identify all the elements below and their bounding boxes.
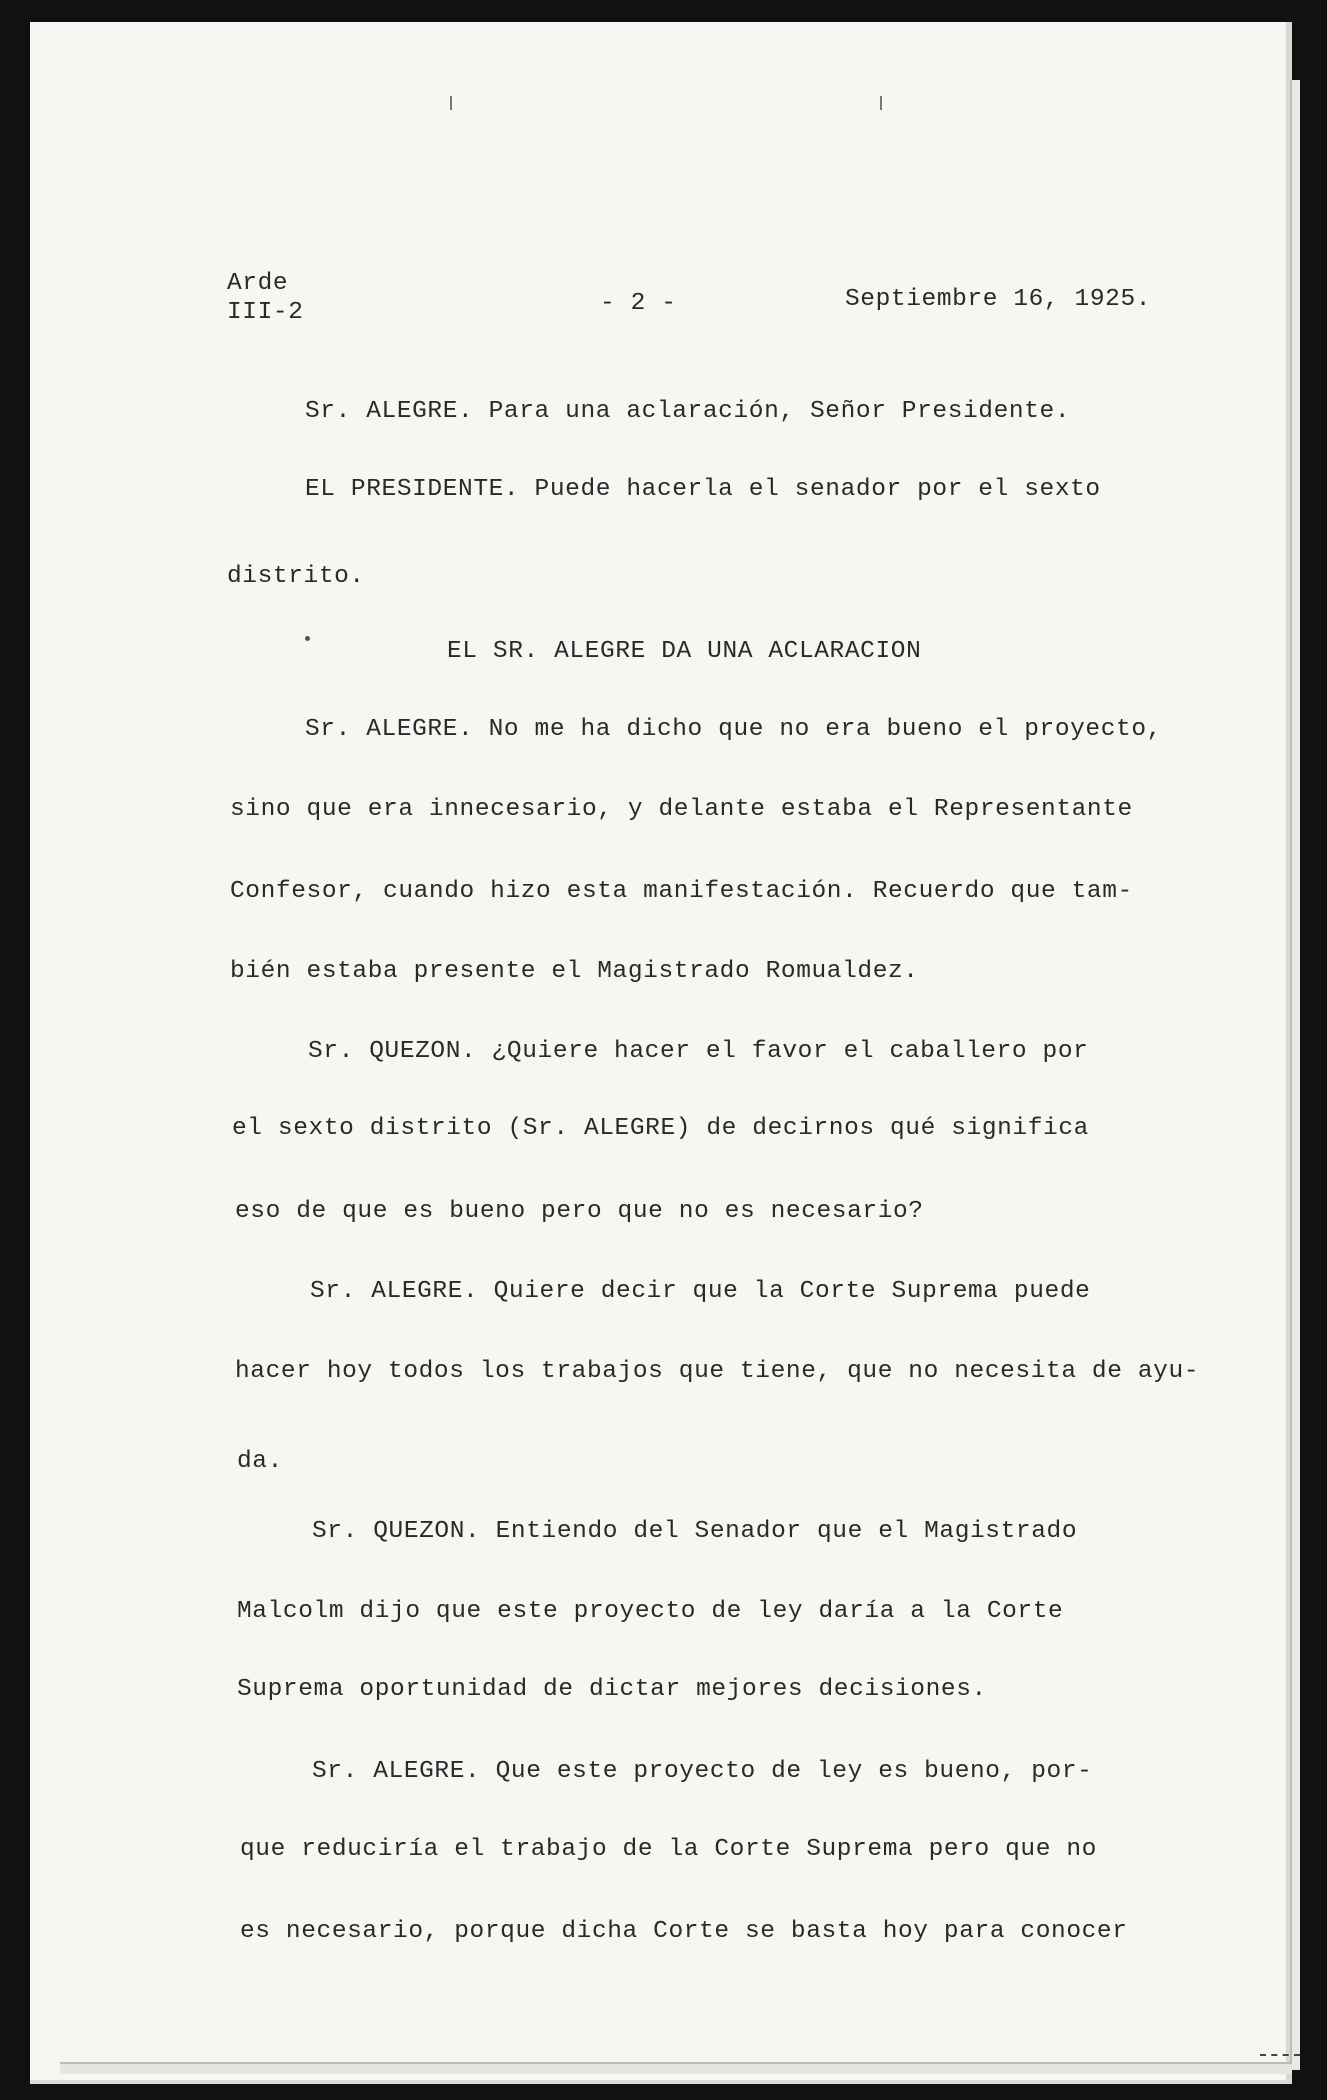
text-line: EL PRESIDENTE. Puede hacerla el senador por el sexto — [305, 476, 1101, 503]
text-line: bién estaba presente el Magistrado Romualdez. — [230, 958, 919, 985]
text-line: Suprema oportunidad de dictar mejores decisiones. — [237, 1676, 987, 1703]
text-line: eso de que es bueno pero que no es necesario? — [235, 1198, 924, 1225]
document-date: Septiembre 16, 1925. — [845, 286, 1152, 313]
document-code: Arde — [227, 270, 289, 297]
page-edge-right — [1290, 80, 1300, 2070]
page-number: - 2 - — [600, 290, 677, 317]
text-line: da. — [237, 1448, 283, 1475]
text-line: Sr. ALEGRE. No me ha dicho que no era bueno el proyecto, — [305, 716, 1162, 743]
text-line: Sr. QUEZON. Entiendo del Senador que el Magistrado — [312, 1518, 1078, 1545]
document-code: III-2 — [227, 299, 304, 326]
text-line: distrito. — [227, 563, 365, 590]
text-line: que reduciría el trabajo de la Corte Suprema pero que no — [240, 1836, 1097, 1863]
text-line: Malcolm dijo que este proyecto de ley daría a la Corte — [237, 1598, 1064, 1625]
text-line: Confesor, cuando hizo esta manifestación. Recuerdo que tam- — [230, 878, 1133, 905]
page-edge-bottom — [60, 2062, 1292, 2074]
text-line: Sr. ALEGRE. Para una aclaración, Señor Presidente. — [305, 398, 1071, 425]
scan-dot — [305, 636, 310, 641]
text-line: Sr. ALEGRE. Que este proyecto de ley es bueno, por- — [312, 1758, 1093, 1785]
text-line: Sr. QUEZON. ¿Quiere hacer el favor el caballero por — [308, 1038, 1089, 1065]
text-line: sino que era innecesario, y delante estaba el Representante — [230, 796, 1133, 823]
text-line: es necesario, porque dicha Corte se basta hoy para conocer — [240, 1918, 1128, 1945]
text-line: el sexto distrito (Sr. ALEGRE) de decirnos qué significa — [232, 1115, 1089, 1142]
text-line: hacer hoy todos los trabajos que tiene, que no necesita de ayu- — [235, 1358, 1200, 1385]
torn-corner — [1260, 2040, 1300, 2056]
text-line: Sr. ALEGRE. Quiere decir que la Corte Suprema puede — [310, 1278, 1091, 1305]
scan-mark — [880, 96, 882, 110]
scan-mark — [450, 96, 452, 110]
section-heading: EL SR. ALEGRE DA UNA ACLARACION — [447, 638, 922, 665]
